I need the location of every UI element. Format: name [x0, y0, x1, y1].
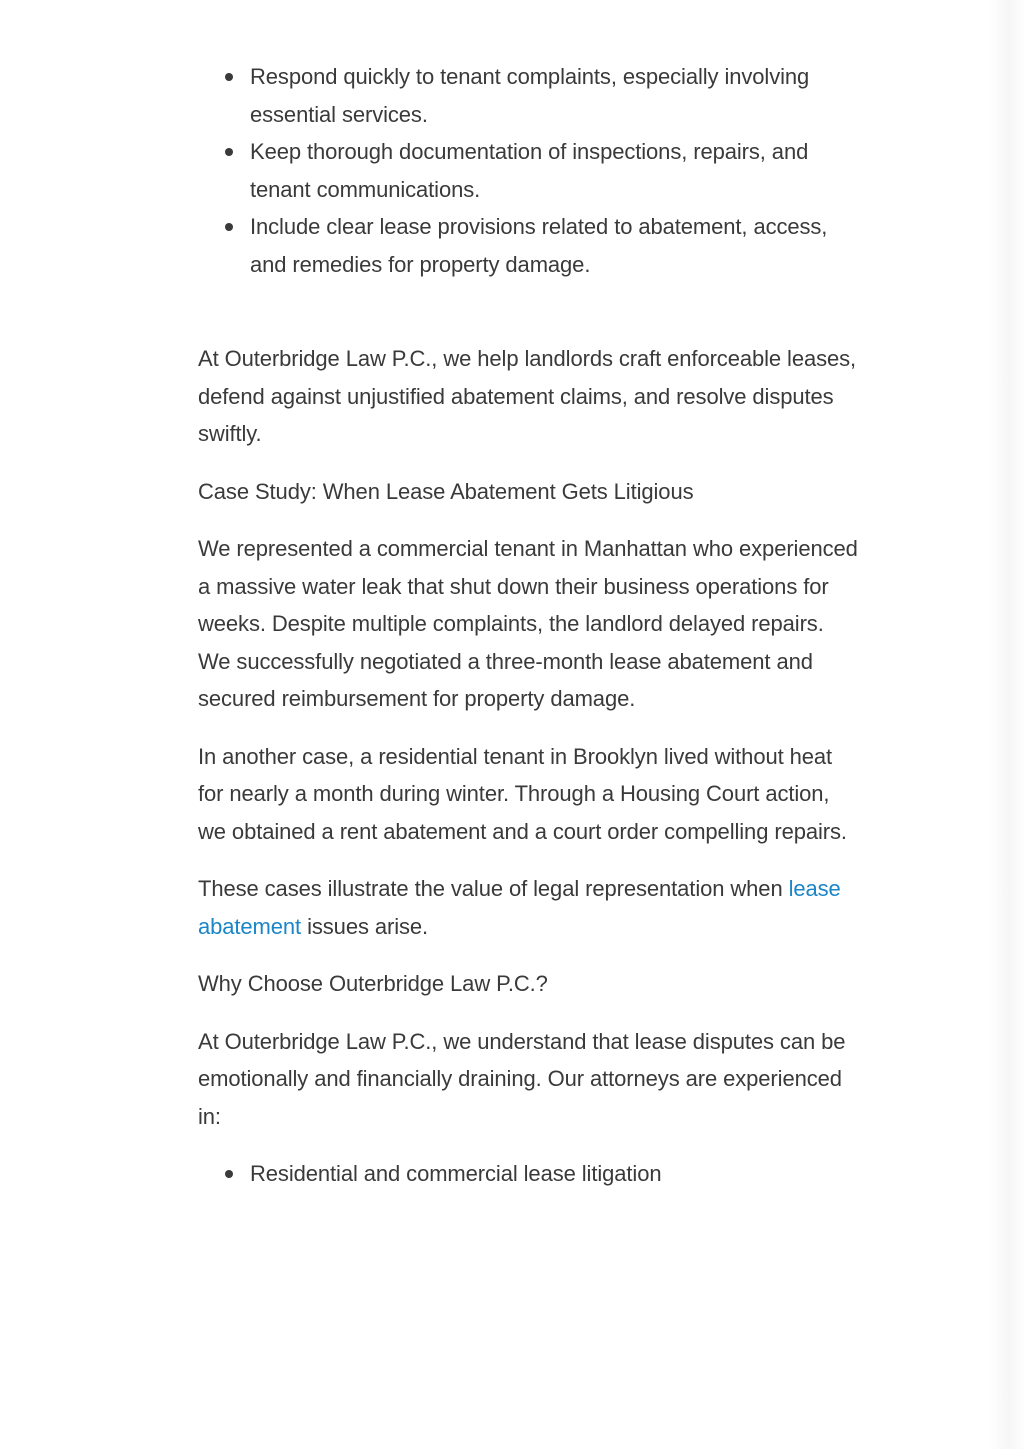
list-item: [198, 208, 858, 283]
page-edge-shadow: [988, 0, 1024, 1449]
list-item-text: Include clear lease provisions related to abatement, access, and remedies for property damage.: [250, 214, 828, 277]
list-item: [198, 133, 858, 208]
list-item: [198, 58, 858, 133]
case-study-heading: Case Study: When Lease Abatement Gets Litigious: [198, 478, 694, 504]
lease-abatement-link[interactable]: lease abatement: [198, 876, 841, 939]
landlord-tips-list: [198, 58, 858, 283]
value-paragraph: [198, 870, 858, 945]
bullet-icon: [225, 148, 233, 156]
value-text-before: These cases illustrate the value of legal representation when: [198, 876, 789, 901]
bullet-icon: [225, 73, 233, 81]
experience-list: [198, 1155, 858, 1193]
article-body: [198, 58, 858, 1193]
value-text-after: issues arise.: [301, 913, 429, 939]
why-choose-heading: Why Choose Outerbridge Law P.C.?: [198, 971, 548, 996]
intro-paragraph: At Outerbridge Law P.C., we help landlords craft enforceable leases, defend against unjustified abatement claims, and resolve disputes swiftly.: [198, 346, 857, 446]
case-two-paragraph: In another case, a residential tenant in Brooklyn lived without heat for nearly a month during winter. Through a Housing Court action, we obtained a rent abatement and a court order compelling repairs.: [198, 743, 847, 844]
case-one-paragraph: We represented a commercial tenant in Manhattan who experienced a massive water leak that shut down their business operations for weeks. Despite multiple complaints, the landlord delayed repairs. We successfully negotiated a three-month lease abatement and secured reimbursement for property damage.: [198, 536, 858, 711]
bullet-icon: [225, 1170, 233, 1178]
list-item: [198, 1155, 858, 1193]
why-choose-paragraph: At Outerbridge Law P.C., we understand that lease disputes can be emotionally and financially draining. Our attorneys are experienced in:: [198, 1028, 846, 1129]
list-item-text: Respond quickly to tenant complaints, especially involving essential services.: [250, 64, 810, 127]
bullet-icon: [225, 223, 233, 231]
list-item-text: Keep thorough documentation of inspections, repairs, and tenant communications.: [250, 139, 809, 202]
list-item-text: Residential and commercial lease litigation: [250, 1161, 662, 1186]
